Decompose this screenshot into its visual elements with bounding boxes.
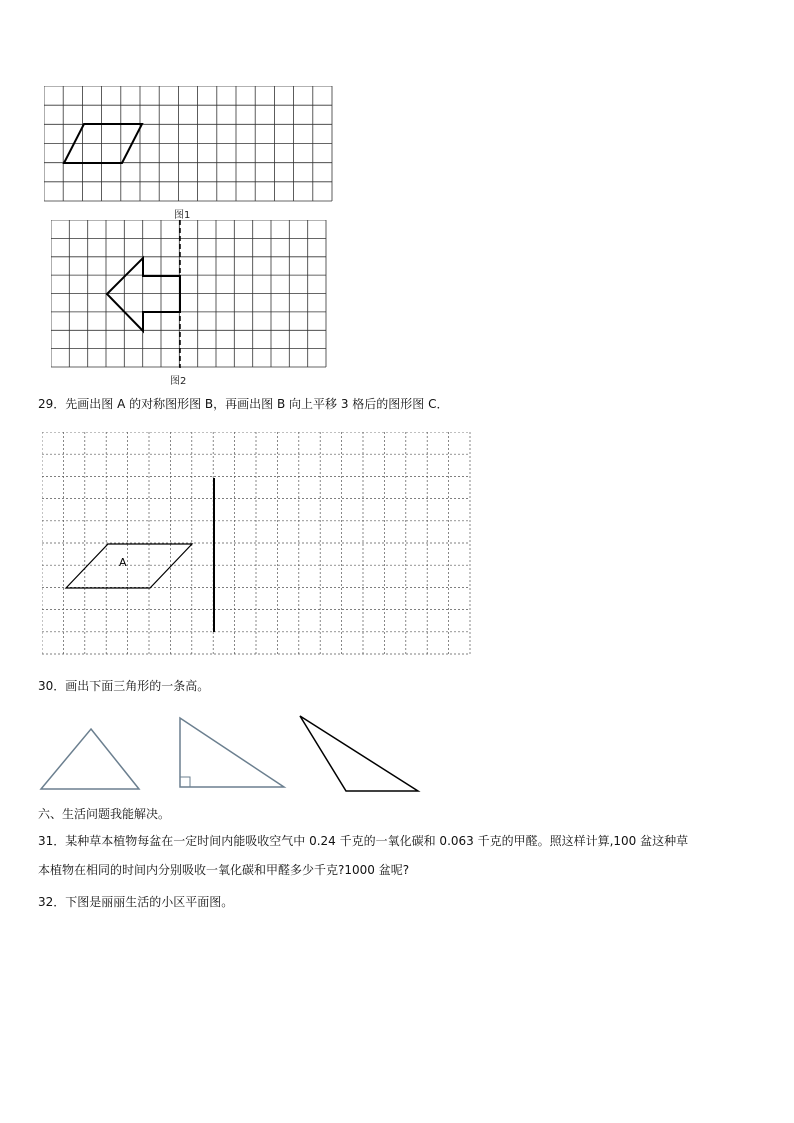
- question-32: 32．下图是丽丽生活的小区平面图。: [38, 895, 234, 909]
- figure-1-caption: 图1: [174, 210, 191, 221]
- triangles-figure: [38, 712, 422, 796]
- question-30: 30．画出下面三角形的一条高。: [38, 679, 210, 693]
- right-angle-mark: [180, 777, 190, 787]
- question-29: 29．先画出图 A 的对称图形图 B，再画出图 B 向上平移 3 格后的图形图 C．: [38, 397, 449, 411]
- right-triangle: [180, 718, 284, 787]
- figure-2-grid: [51, 220, 327, 368]
- question-31-line-2: 本植物在相同的时间内分别吸收一氧化碳和甲醛多少千克?1000 盆呢?: [38, 863, 410, 877]
- shape-a-label: A: [119, 556, 127, 569]
- figure-2-caption: 图2: [170, 376, 187, 387]
- figure-1-grid: [44, 86, 334, 202]
- acute-triangle: [41, 729, 139, 789]
- obtuse-triangle: [300, 716, 418, 791]
- section-6-heading: 六、生活问题我能解决。: [38, 807, 171, 821]
- question-31-line-1: 31．某种草本植物每盆在一定时间内能吸收空气中 0.24 千克的一氧化碳和 0.063 千克的甲醛。照这样计算,100 盆这种草: [38, 834, 689, 848]
- question-29-grid: [42, 432, 472, 656]
- figure-2-arrow-shape: [107, 258, 180, 331]
